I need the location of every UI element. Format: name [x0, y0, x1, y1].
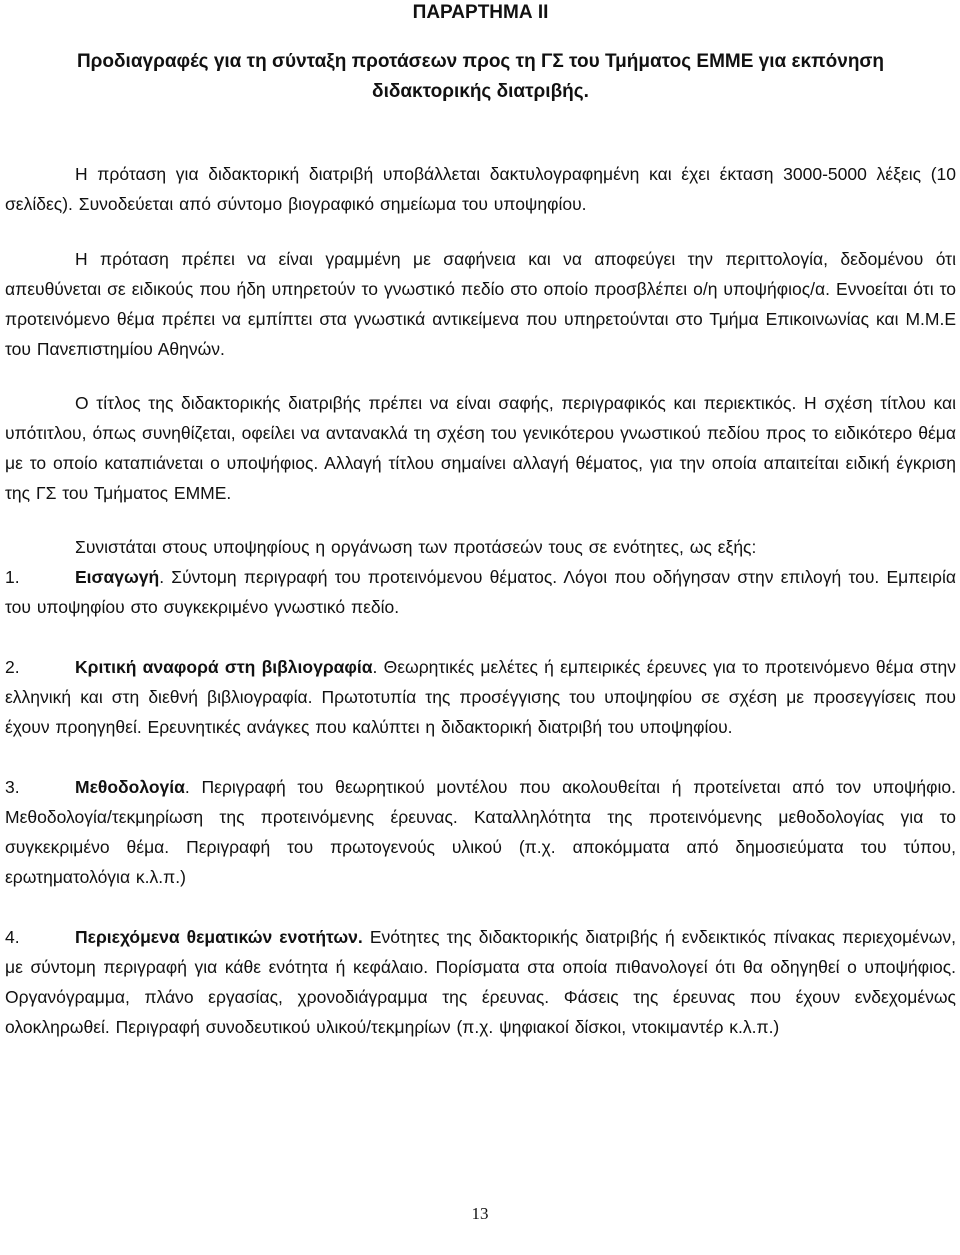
page-number: 13 [471, 1204, 489, 1223]
list-item-text: Ενότητες της διδακτορικής διατριβής ή ενδεικτικός πίνακας περιεχομένων, με σύντομη περιγραφή για κάθε ενότητα ή κεφάλαιο. Πορίσματα στα οποία πιθανολογεί ότι θα οδηγηθεί ο υποψήφιος. Οργανόγραμμα, πλάνο εργασίας, χρονοδιάγραμμα της έρευνας. Φάσεις της έρευνας που έχουν ενδεχομένως ολοκληρωθεί. Περιγραφή συνοδευτικού υλικού/τεκμηρίων (π.χ. ψηφιακοί δίσκοι, ντοκιμαντέρ κ.λ.π.) [5, 927, 956, 1037]
list-item-number: 2. [5, 657, 20, 677]
document-subtitle [5, 47, 956, 107]
list-item-heading: Περιεχόμενα θεματικών ενοτήτων. [75, 927, 363, 947]
list-item-contents [5, 922, 956, 1042]
list-item-number: 1. [5, 567, 20, 587]
list-item-number: 4. [5, 927, 20, 947]
subtitle-line-2: διδακτορικής διατριβής. [372, 81, 589, 102]
list-item-text: . Περιγραφή του θεωρητικού μοντέλου που ακολουθείται ή προτείνεται από τον υποψήφιο. Μεθοδολογία/τεκμηρίωση της προτεινόμενης έρευνας. Καταλληλότητα της προτεινόμενης μεθοδολογίας για το συγκεκριμένο θέμα. Περιγραφή του πρωτογενούς υλικού (π.χ. αποκόμματα από δημοσιεύματα του τύπου, ερωτηματολόγια κ.λ.π.) [5, 777, 956, 887]
list-item-heading: Μεθοδολογία [75, 777, 185, 797]
list-item-text: . Θεωρητικές μελέτες ή εμπειρικές έρευνες για το προτεινόμενο θέμα στην ελληνική και στη διεθνή βιβλιογραφία. Πρωτοτυπία της προσέγγισης του υποψηφίου σε σχέση με προσεγγίσεις που έχουν προηγηθεί. Ερευνητικές ανάγκες που καλύπτει η διδακτορική διατριβή του υποψηφίου. [5, 657, 956, 737]
paragraph-length: Η πρόταση για διδακτορική διατριβή υποβάλλεται δακτυλογραφημένη και έχει έκταση 3000-5000 λέξεις (10 σελίδες). Συνοδεύεται από σύντομο βιογραφικό σημείωμα του υποψηφίου. [5, 164, 956, 214]
list-item-introduction [5, 562, 956, 622]
subtitle-line-1: Προδιαγραφές για τη σύνταξη προτάσεων προς τη ΓΣ του Τμήματος ΕΜΜΕ για εκπόνηση [76, 51, 885, 72]
list-item-number: 3. [5, 777, 20, 797]
document-body [5, 0, 956, 1042]
paragraph-title: Ο τίτλος της διδακτορικής διατριβής πρέπει να είναι σαφής, περιγραφικός και περιεκτικός. Η σχέση τίτλου και υπότιτλου, όπως συνηθίζεται, οφείλει να αντανακλά τη σχέση του γενικότερου γνωστικού πεδίου προς το ειδικότερο θέμα με το οποίο καταπιάνεται ο υποψήφιος. Αλλαγή τίτλου σημαίνει αλλαγή θέματος, για την οποία απαιτείται ειδική έγκριση της ΓΣ του Τμήματος ΕΜΜΕ. [5, 393, 956, 503]
list-item-heading: Κριτική αναφορά στη βιβλιογραφία [75, 657, 373, 677]
list-item-methodology [5, 772, 956, 892]
paragraph-clarity: Η πρόταση πρέπει να είναι γραμμένη με σαφήνεια και να αποφεύγει την περιττολογία, δεδομένου ότι απευθύνεται σε ειδικούς που ήδη υπηρετούν το γνωστικό πεδίο στο οποίο προσβλέπει ο/η υποψήφιος/α. Εννοείται ότι το προτεινόμενο θέμα πρέπει να εμπίπτει στα γνωστικά αντικείμενα που υπηρετούνται στο Τμήμα Επικοινωνίας και Μ.Μ.Ε του Πανεπιστημίου Αθηνών. [5, 249, 956, 359]
list-item-heading: Εισαγωγή [75, 567, 160, 587]
page-title: ΠΑΡΑΡΤΗΜΑ ΙΙ [412, 2, 549, 23]
list-item-literature [5, 652, 956, 742]
paragraph-organization: Συνιστάται στους υποψηφίους η οργάνωση των προτάσεών τους σε ενότητες, ως εξής: [75, 537, 757, 557]
list-item-text: . Σύντομη περιγραφή του προτεινόμενου θέματος. Λόγοι που οδήγησαν στην επιλογή του. Εμπειρία του υποψηφίου στο συγκεκριμένο γνωστικό πεδίο. [5, 567, 956, 617]
